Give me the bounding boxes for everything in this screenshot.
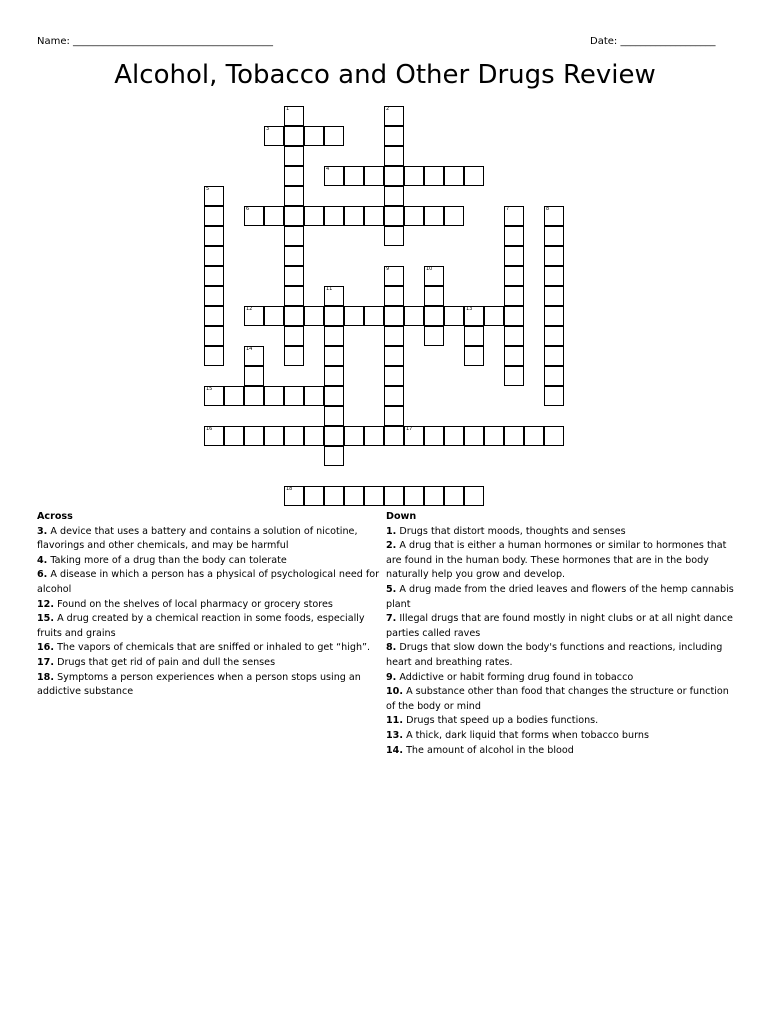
grid-cell[interactable] <box>324 206 344 226</box>
grid-cell[interactable] <box>364 306 384 326</box>
grid-cell[interactable] <box>224 426 244 446</box>
grid-cell[interactable] <box>464 326 484 346</box>
grid-cell[interactable] <box>324 406 344 426</box>
grid-cell[interactable] <box>424 306 444 326</box>
grid-cell[interactable] <box>364 206 384 226</box>
grid-cell[interactable] <box>544 286 564 306</box>
clue-down-2: 2. A drug that is either a human hormones or similar to hormones that are found in the human body. These hormones that are in the body naturally help you grow and develop. <box>386 540 727 581</box>
grid-cell[interactable] <box>264 306 284 326</box>
grid-cell[interactable] <box>384 186 404 206</box>
grid-cell[interactable] <box>424 326 444 346</box>
grid-cell[interactable] <box>544 226 564 246</box>
name-field-label: Name: ________________________________________ <box>37 36 274 47</box>
grid-cell[interactable] <box>384 386 404 406</box>
grid-cell[interactable] <box>404 306 424 326</box>
grid-cell[interactable] <box>344 206 364 226</box>
grid-clue-number: 5 <box>206 186 210 192</box>
grid-cell[interactable] <box>284 146 304 166</box>
grid-cell[interactable] <box>424 426 444 446</box>
grid-cell[interactable] <box>384 166 404 186</box>
down-clues <box>386 510 736 758</box>
grid-cell[interactable] <box>384 286 404 306</box>
page-title: Alcohol, Tobacco and Other Drugs Review <box>114 60 656 90</box>
grid-cell[interactable] <box>204 306 224 326</box>
grid-clue-number: 8 <box>546 206 550 212</box>
grid-clue-number: 13 <box>466 306 473 312</box>
grid-cell[interactable] <box>244 366 264 386</box>
grid-cell[interactable] <box>324 386 344 406</box>
grid-cell[interactable] <box>304 386 324 406</box>
grid-cell[interactable] <box>344 306 364 326</box>
grid-cell[interactable] <box>384 326 404 346</box>
grid-cell[interactable] <box>284 266 304 286</box>
grid-cell[interactable] <box>464 426 484 446</box>
clue-across-4: 4. Taking more of a drug than the body can tolerate <box>37 554 287 566</box>
clue-across-16: 16. The vapors of chemicals that are sniffed or inhaled to get “high”. <box>37 642 371 654</box>
clue-across-6: 6. A disease in which a person has a physical of psychological need for alcohol <box>37 569 380 595</box>
grid-cell[interactable] <box>324 306 344 326</box>
grid-cell[interactable] <box>324 346 344 366</box>
grid-cell[interactable] <box>504 346 524 366</box>
grid-cell[interactable] <box>204 206 224 226</box>
grid-clue-number: 14 <box>246 346 253 352</box>
grid-cell[interactable] <box>544 366 564 386</box>
grid-cell[interactable] <box>284 226 304 246</box>
clue-across-18: 18. Symptoms a person experiences when a person stops using an addictive substance <box>37 671 361 698</box>
grid-cell[interactable] <box>284 306 304 326</box>
clue-across-3: 3. A device that uses a battery and contains a solution of nicotine, flavorings and other chemicals, and may be harmful <box>37 525 358 552</box>
grid-cell[interactable] <box>204 326 224 346</box>
grid-cell[interactable] <box>204 246 224 266</box>
grid-cell[interactable] <box>404 166 424 186</box>
grid-clue-number: 12 <box>246 306 253 312</box>
grid-cell[interactable] <box>424 286 444 306</box>
grid-cell[interactable] <box>264 426 284 446</box>
grid-cell[interactable] <box>504 306 524 326</box>
grid-cell[interactable] <box>484 306 504 326</box>
grid-cell[interactable] <box>204 286 224 306</box>
grid-cell[interactable] <box>324 486 344 506</box>
grid-cell[interactable] <box>344 486 364 506</box>
clue-down-1: 1. Drugs that distort moods, thoughts and senses <box>386 525 626 537</box>
grid-cell[interactable] <box>384 426 404 446</box>
grid-cell[interactable] <box>384 366 404 386</box>
grid-cell[interactable] <box>384 226 404 246</box>
grid-cell[interactable] <box>284 386 304 406</box>
grid-clue-number: 9 <box>386 266 390 272</box>
grid-cell[interactable] <box>464 346 484 366</box>
grid-cell[interactable] <box>544 266 564 286</box>
grid-cell[interactable] <box>284 426 304 446</box>
clue-down-9: 9. Addictive or habit forming drug found in tobacco <box>386 671 634 683</box>
grid-cell[interactable] <box>284 206 304 226</box>
grid-cell[interactable] <box>324 426 344 446</box>
grid-cell[interactable] <box>284 246 304 266</box>
grid-cell[interactable] <box>444 486 464 506</box>
grid-cell[interactable] <box>384 486 404 506</box>
grid-cell[interactable] <box>444 166 464 186</box>
grid-cell[interactable] <box>384 126 404 146</box>
grid-cell[interactable] <box>384 406 404 426</box>
grid-cell[interactable] <box>444 426 464 446</box>
grid-cell[interactable] <box>264 206 284 226</box>
grid-clue-number: 3 <box>266 126 270 132</box>
date-field-label: Date: ___________________ <box>590 36 716 47</box>
across-heading: Across <box>37 511 73 522</box>
grid-cell[interactable] <box>284 346 304 366</box>
grid-cell[interactable] <box>204 346 224 366</box>
grid-cell[interactable] <box>384 146 404 166</box>
clue-across-15: 15. A drug created by a chemical reaction in some foods, especially fruits and grains <box>37 613 365 639</box>
clue-down-8: 8. Drugs that slow down the body's functions and reactions, including heart and breathing rates. <box>386 642 723 668</box>
grid-cell[interactable] <box>384 306 404 326</box>
grid-cell[interactable] <box>204 226 224 246</box>
down-heading: Down <box>386 511 417 522</box>
grid-clue-number: 16 <box>206 426 213 432</box>
grid-cell[interactable] <box>424 486 444 506</box>
grid-cell[interactable] <box>284 126 304 146</box>
clue-down-11: 11. Drugs that speed up a bodies functions. <box>386 715 599 727</box>
grid-cell[interactable] <box>304 426 324 446</box>
grid-cell[interactable] <box>344 166 364 186</box>
clue-across-12: 12. Found on the shelves of local pharmacy or grocery stores <box>37 598 333 610</box>
grid-cell[interactable] <box>504 286 524 306</box>
grid-cell[interactable] <box>364 426 384 446</box>
grid-clue-number: 17 <box>406 426 413 432</box>
grid-cell[interactable] <box>424 206 444 226</box>
grid-cell[interactable] <box>504 266 524 286</box>
grid-cell[interactable] <box>444 206 464 226</box>
grid-cell[interactable] <box>244 386 264 406</box>
grid-cell[interactable] <box>304 206 324 226</box>
grid-cell[interactable] <box>384 346 404 366</box>
grid-cell[interactable] <box>444 306 464 326</box>
grid-cell[interactable] <box>504 246 524 266</box>
grid-cell[interactable] <box>304 306 324 326</box>
grid-cell[interactable] <box>464 486 484 506</box>
grid-cell[interactable] <box>524 426 544 446</box>
grid-cell[interactable] <box>284 166 304 186</box>
clue-down-13: 13. A thick, dark liquid that forms when tobacco burns <box>386 729 649 741</box>
grid-cell[interactable] <box>544 426 564 446</box>
grid-cell[interactable] <box>404 206 424 226</box>
grid-cell[interactable] <box>544 306 564 326</box>
grid-clue-number: 1 <box>286 106 290 112</box>
grid-cell[interactable] <box>544 246 564 266</box>
grid-cell[interactable] <box>544 326 564 346</box>
grid-cell[interactable] <box>424 166 444 186</box>
grid-cell[interactable] <box>324 446 344 466</box>
grid-cell[interactable] <box>264 386 284 406</box>
grid-cell[interactable] <box>484 426 504 446</box>
grid-cell[interactable] <box>324 326 344 346</box>
clue-down-5: 5. A drug made from the dried leaves and flowers of the hemp cannabis plant <box>386 583 734 610</box>
grid-clue-number: 6 <box>246 206 250 212</box>
grid-cell[interactable] <box>384 206 404 226</box>
grid-cell[interactable] <box>544 346 564 366</box>
across-clues <box>37 510 382 700</box>
clue-down-7: 7. Illegal drugs that are found mostly in night clubs or at all night dance parties called raves <box>386 613 733 639</box>
grid-cell[interactable] <box>284 326 304 346</box>
grid-clue-number: 2 <box>386 106 390 112</box>
grid-cell[interactable] <box>364 486 384 506</box>
grid-cell[interactable] <box>324 366 344 386</box>
grid-cell[interactable] <box>324 126 344 146</box>
grid-clue-number: 10 <box>426 266 433 272</box>
grid-cell[interactable] <box>204 266 224 286</box>
grid-cell[interactable] <box>504 326 524 346</box>
grid-cell[interactable] <box>464 166 484 186</box>
grid-cell[interactable] <box>504 366 524 386</box>
grid-cell[interactable] <box>404 486 424 506</box>
grid-cell[interactable] <box>284 286 304 306</box>
grid-cell[interactable] <box>364 166 384 186</box>
grid-cell[interactable] <box>304 486 324 506</box>
grid-cell[interactable] <box>504 426 524 446</box>
grid-cell[interactable] <box>244 426 264 446</box>
clue-down-10: 10. A substance other than food that changes the structure or function of the body or mind <box>386 686 729 712</box>
grid-cell[interactable] <box>344 426 364 446</box>
clue-across-17: 17. Drugs that get rid of pain and dull the senses <box>37 656 276 668</box>
grid-clue-number: 4 <box>326 166 330 172</box>
grid-cell[interactable] <box>544 386 564 406</box>
clue-down-14: 14. The amount of alcohol in the blood <box>386 744 574 756</box>
grid-clue-number: 11 <box>326 286 333 292</box>
grid-clue-number: 15 <box>206 386 213 392</box>
grid-clue-number: 18 <box>286 486 293 492</box>
grid-cell[interactable] <box>504 226 524 246</box>
grid-cell[interactable] <box>304 126 324 146</box>
grid-cell[interactable] <box>224 386 244 406</box>
grid-cell[interactable] <box>284 186 304 206</box>
grid-clue-number: 7 <box>506 206 510 212</box>
